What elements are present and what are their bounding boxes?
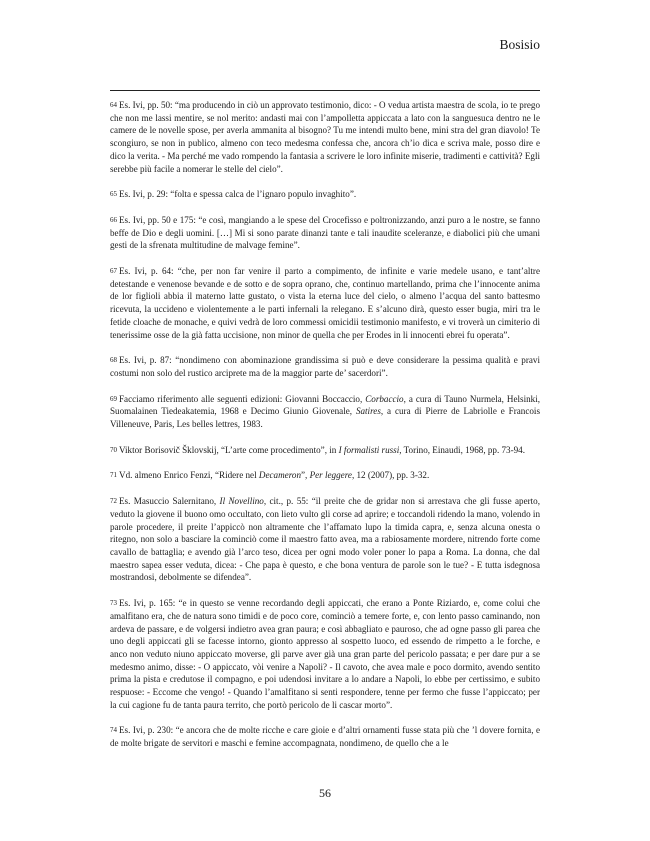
- page-number: 56: [319, 786, 331, 800]
- footnote-number: 64: [110, 101, 117, 109]
- footnote-68: [110, 354, 540, 379]
- footnote-64: [110, 99, 540, 175]
- footnote-number: 69: [110, 394, 117, 403]
- footnote-title-italic: Satires: [355, 406, 381, 417]
- footnote-text: Facciamo riferimento alle seguenti edizioni: Giovanni Boccaccio,: [119, 393, 366, 404]
- footnote-65: [110, 188, 540, 201]
- footnote-title-italic: Corbaccio: [365, 393, 404, 404]
- footnote-title-italic: Decameron: [258, 470, 301, 481]
- footnote-text: , 12 (2007), pp. 3-32.: [351, 470, 430, 481]
- footnote-title-italic: Per leggere: [309, 470, 352, 481]
- footnote-72: [110, 495, 540, 584]
- footnote-number: 68: [110, 356, 117, 365]
- footnote-text: , Torino, Einaudi, 1968, pp. 73-94.: [399, 444, 525, 455]
- footnote-text: ”,: [301, 470, 310, 481]
- footnote-separator: [110, 90, 540, 91]
- footnote-67: [110, 265, 540, 341]
- footnote-text: Es. Masuccio Salernitano,: [119, 496, 220, 507]
- footnote-73: [110, 597, 540, 711]
- footnote-text: Es. Ivi, pp. 50: “ma producendo in ciò un approvato testimonio, dico: - O vedua artista maestra de scola, io te prego che non me lassi mentire, se nol merito: andasti mai con l’ampolletta appiccata a lato con la sanguesuca dentro ne le camere de le novelle spose, per averla ammanita al bisogno? Tu me intendi multo bene, mini stra del gran diavolo! Te scongiuro, se non in publico, almeno con teco medesma confessa che, ancora ch’io dica e scriva male, posso dire e dico la verita. - Ma perché me vado rompendo la fantasia a scrivere le loro infinite miserie, tradimenti e cattività? Egli serebbe più facile a nomerar le stelle del cielo”.: [110, 100, 540, 174]
- footnotes-block: [110, 99, 540, 763]
- footnote-number: 74: [110, 726, 117, 735]
- footnote-text: , cit., p. 55: “il preite che de gridar non si arrestava che gli fusse aperto, veduto la giovene il buono omo occultato, con lieto vulto gli corse ad aprire; e toccandoli ridendo la mano, volendo in parole procedere, il preite l’appiccò non altramente che l’affamato lupo la timida capra, e, senza alcuna onesta o ritegno, non solo a basciare la cominciò come il maestro fatto avea, ma a rabiosamente mordere, nitrendo forte come cavallo de battaglia; e avendo già l’arco teso, dicea per ogni modo voler poner lo papa a Roma. La donna, che dal maestro sapea esser veduta, dicea: - Che papa è questo, e che bona ventura de parole son le tue? - E tutta isdegnosa mostrandosi, debolmente se difendea”.: [110, 496, 540, 583]
- footnote-number: 72: [110, 497, 117, 506]
- footnote-69: [110, 393, 540, 431]
- footnote-number: 65: [110, 190, 117, 199]
- footnote-number: 66: [110, 215, 117, 224]
- footnote-text: Es. Ivi, p. 29: “folta e spessa calca de l’ignaro populo invaghito”.: [119, 189, 357, 200]
- footnote-66: [110, 214, 540, 252]
- footnote-number: 67: [110, 267, 117, 276]
- footnote-title-italic: Il Novellino: [219, 496, 264, 507]
- footnote-number: 73: [110, 599, 117, 608]
- footnote-text: Vd. almeno Enrico Fenzi, “Ridere nel: [119, 470, 259, 481]
- footnote-text: Viktor Borisovič Šklovskij, “L’arte come procedimento”, in: [119, 444, 339, 455]
- footnote-text: , a cura di Tauno Nurmela, Helsinki, Suomalainen Tiedeakatemia, 1968 e Decimo Giunio Giovenale,: [110, 393, 541, 417]
- footnote-text: , a cura di Pierre de Labriolle e Francois Villeneuve, Paris, Les belles lettres, 1983.: [110, 406, 540, 430]
- footnote-71: [110, 469, 540, 482]
- footnote-title-italic: I formalisti russi: [338, 444, 400, 455]
- footnote-text: Es. Ivi, p. 165: “e in questo se venne recordando degli appiccati, che erano a Ponte Riziardo, e, come colui che amalfitano era, che de natura sono timidi e de poco core, cominciò a temere forte, e, con lento passo caminando, non ardeva de passare, e de volgersi indietro avea gran paura; e così abbagliato e pauroso, che ad ogne passo gli parea che uno degli appiccati gli se facesse intorno, gionto appresso al sospetto luoco, ed essendo de rimpetto a le forche, e anco non veduto niuno appiccato moverse, gli parve aver già una gran parte del pericolo passata; e per dare pur a se medesmo animo, disse: - O appiccato, vòi venire a Napoli? - Il cavoto, che avea male e poco dormito, avendo sentito prima la pista e credutose il compagno, e poi udendosi invitare a lo andare a Napoli, lo ebbe per certissimo, e subito respuose: - Eccome che vengo! - Quando l’amalfitano si senti respondere, tenne per fermo che fusse l’appiccato; per la cui cagione fu de tanta paura territo, che portò pericolo de li cascar morto”.: [110, 598, 540, 710]
- footnote-text: Es. Ivi, p. 230: “e ancora che de molte ricche e care gioie e d’altri ornamenti fusse stata più che ’l dovere fornita, e de molte brigate de servitori e maschi e femine accompagnata, nondimeno, de quello che a le: [110, 725, 540, 749]
- footnote-text: Es. Ivi, pp. 50 e 175: “e così, mangiando a le spese del Crocefisso e poltronizzando, anzi puro a le nostre, se fanno beffe de Dio e degli uomini. […] Mi si sono parate dinanzi tante e tali inaudite sceleranze, e diabolici più che umani gesti de la sfrenata multitudine de malvage femine”.: [110, 214, 540, 251]
- footnote-text: Es. Ivi, p. 87: “nondimeno con abominazione grandissima si può e deve considerare la pessima qualità e pravi costumi non solo del rustico arciprete ma de la maggior parte de’ sacerdori”.: [110, 355, 540, 378]
- footnote-74: [110, 724, 540, 749]
- footnote-number: 71: [110, 471, 117, 480]
- footnote-number: 70: [110, 445, 117, 454]
- footnote-70: [110, 444, 540, 457]
- running-head: Bosisio: [499, 37, 540, 52]
- footnote-text: Es. Ivi, p. 64: “che, per non far venire il parto a compimento, de infinite e varie medele usano, e tant’altre detestande e venenose bevande e de sotto e de sopra oprano, che, continuo martellando, prima che l’innocente anima de lor figlioli abbia il materno latte gustato, o vista la eterna luce del cielo, o almeno l’acqua del santo battesmo ricevuta, la uccideno e violentemente a le parti infernali la relegano. E s’alcuno dirà, questo esser bugia, miri tra le fetide cloache de monache, e quivi vedrà de loro commessi omicidii testimonio manifesto, e vi troverà un cimiterio di tenerissime osse de la già fatta uccisione, non minor de quella che per Erodes in li innocenti ebrei fu operata”.: [110, 266, 540, 340]
